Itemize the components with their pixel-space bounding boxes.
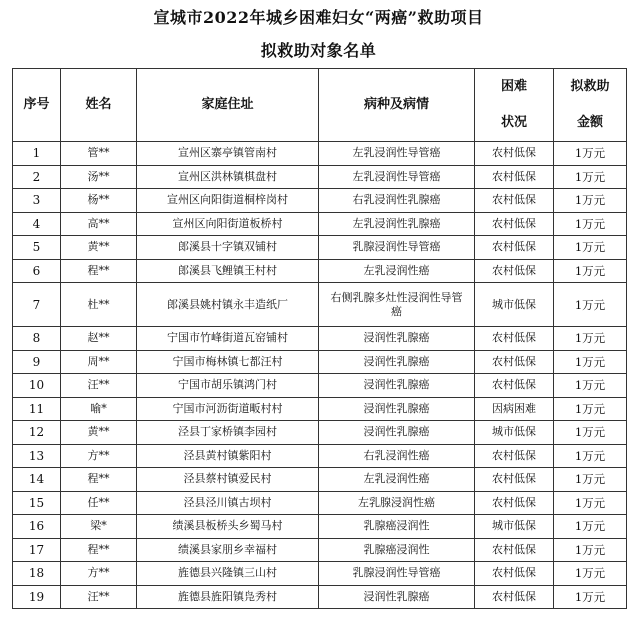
cell-address: 泾县泾川镇古坝村 xyxy=(137,491,319,515)
cell-disease: 右侧乳腺多灶性浸润性导管癌 xyxy=(319,283,475,327)
cell-name: 黄** xyxy=(61,421,137,445)
table-header-row xyxy=(13,69,627,142)
cell-amount: 1万元 xyxy=(554,491,627,515)
cell-status: 农村低保 xyxy=(475,538,554,562)
cell-amount: 1万元 xyxy=(554,212,627,236)
cell-address: 郎溪县十字镇双铺村 xyxy=(137,236,319,260)
cell-address: 泾县黄村镇紫阳村 xyxy=(137,444,319,468)
table-row xyxy=(13,538,627,562)
cell-status: 农村低保 xyxy=(475,350,554,374)
table-row xyxy=(13,444,627,468)
cell-amount: 1万元 xyxy=(554,236,627,260)
cell-status: 农村低保 xyxy=(475,444,554,468)
table-row xyxy=(13,327,627,351)
cell-name: 喻* xyxy=(61,397,137,421)
cell-address: 泾县丁家桥镇李园村 xyxy=(137,421,319,445)
table-row xyxy=(13,189,627,213)
table-row xyxy=(13,212,627,236)
cell-amount: 1万元 xyxy=(554,397,627,421)
cell-disease: 左乳浸润性癌 xyxy=(319,468,475,492)
cell-status: 农村低保 xyxy=(475,212,554,236)
table-row xyxy=(13,468,627,492)
header-status xyxy=(475,69,554,142)
cell-name: 杜** xyxy=(61,283,137,327)
cell-status: 农村低保 xyxy=(475,491,554,515)
header-seq: 序号 xyxy=(13,69,61,142)
cell-amount: 1万元 xyxy=(554,327,627,351)
cell-status: 城市低保 xyxy=(475,283,554,327)
cell-status: 农村低保 xyxy=(475,189,554,213)
cell-status: 农村低保 xyxy=(475,142,554,166)
cell-amount: 1万元 xyxy=(554,189,627,213)
cell-seq: 13 xyxy=(13,444,61,468)
cell-address: 宁国市河沥街道畈村村 xyxy=(137,397,319,421)
table-row xyxy=(13,350,627,374)
cell-seq: 1 xyxy=(13,142,61,166)
header-amount-line1: 拟救助 xyxy=(570,79,610,94)
cell-name: 汪** xyxy=(61,585,137,609)
header-amount-line2: 金额 xyxy=(576,115,603,130)
cell-name: 周** xyxy=(61,350,137,374)
cell-address: 旌德县旌阳镇凫秀村 xyxy=(137,585,319,609)
cell-disease: 右乳浸润性乳腺癌 xyxy=(319,189,475,213)
cell-amount: 1万元 xyxy=(554,468,627,492)
cell-disease: 浸润性乳腺癌 xyxy=(319,421,475,445)
table-row xyxy=(13,259,627,283)
cell-disease: 左乳浸润性导管癌 xyxy=(319,165,475,189)
cell-name: 赵** xyxy=(61,327,137,351)
cell-status: 城市低保 xyxy=(475,515,554,539)
cell-status: 因病困难 xyxy=(475,397,554,421)
table-row xyxy=(13,515,627,539)
cell-name: 高** xyxy=(61,212,137,236)
header-amount xyxy=(554,69,627,142)
cell-name: 任** xyxy=(61,491,137,515)
cell-name: 程** xyxy=(61,538,137,562)
cell-amount: 1万元 xyxy=(554,259,627,283)
table-row xyxy=(13,491,627,515)
cell-name: 程** xyxy=(61,259,137,283)
cell-disease: 左乳浸润性乳腺癌 xyxy=(319,212,475,236)
cell-status: 农村低保 xyxy=(475,585,554,609)
cell-name: 方** xyxy=(61,562,137,586)
table-row xyxy=(13,397,627,421)
cell-amount: 1万元 xyxy=(554,142,627,166)
cell-address: 郎溪县飞鲤镇王村村 xyxy=(137,259,319,283)
cell-disease: 右乳浸润性癌 xyxy=(319,444,475,468)
cell-seq: 9 xyxy=(13,350,61,374)
cell-address: 宁国市胡乐镇鸿门村 xyxy=(137,374,319,398)
cell-address: 宣州区寨亭镇管南村 xyxy=(137,142,319,166)
cell-amount: 1万元 xyxy=(554,283,627,327)
cell-address: 宣州区向阳街道板桥村 xyxy=(137,212,319,236)
cell-seq: 18 xyxy=(13,562,61,586)
cell-disease: 浸润性乳腺癌 xyxy=(319,397,475,421)
cell-name: 杨** xyxy=(61,189,137,213)
cell-disease: 左乳腺浸润性癌 xyxy=(319,491,475,515)
cell-amount: 1万元 xyxy=(554,374,627,398)
cell-seq: 2 xyxy=(13,165,61,189)
cell-status: 城市低保 xyxy=(475,421,554,445)
cell-address: 宁国市梅林镇七都汪村 xyxy=(137,350,319,374)
cell-seq: 16 xyxy=(13,515,61,539)
cell-address: 宣州区洪林镇棋盘村 xyxy=(137,165,319,189)
cell-seq: 11 xyxy=(13,397,61,421)
table-row xyxy=(13,142,627,166)
header-status-line1: 困难 xyxy=(500,79,527,94)
cell-seq: 19 xyxy=(13,585,61,609)
cell-amount: 1万元 xyxy=(554,165,627,189)
document-subtitle: 拟救助对象名单 xyxy=(260,41,377,60)
cell-status: 农村低保 xyxy=(475,468,554,492)
recipient-table xyxy=(12,68,627,609)
cell-seq: 4 xyxy=(13,212,61,236)
header-disease: 病种及病情 xyxy=(319,69,475,142)
cell-disease: 乳腺癌浸润性 xyxy=(319,538,475,562)
cell-name: 管** xyxy=(61,142,137,166)
cell-disease: 左乳浸润性癌 xyxy=(319,259,475,283)
cell-status: 农村低保 xyxy=(475,259,554,283)
cell-amount: 1万元 xyxy=(554,350,627,374)
cell-seq: 15 xyxy=(13,491,61,515)
cell-address: 郎溪县姚村镇永丰造纸厂 xyxy=(137,283,319,327)
cell-disease: 乳腺癌浸润性 xyxy=(319,515,475,539)
cell-amount: 1万元 xyxy=(554,538,627,562)
cell-name: 程** xyxy=(61,468,137,492)
cell-amount: 1万元 xyxy=(554,585,627,609)
cell-address: 旌德县兴隆镇三山村 xyxy=(137,562,319,586)
cell-seq: 10 xyxy=(13,374,61,398)
cell-name: 方** xyxy=(61,444,137,468)
table-row xyxy=(13,585,627,609)
cell-amount: 1万元 xyxy=(554,421,627,445)
cell-disease: 乳腺浸润性导管癌 xyxy=(319,562,475,586)
table-row xyxy=(13,562,627,586)
cell-status: 农村低保 xyxy=(475,562,554,586)
cell-status: 农村低保 xyxy=(475,165,554,189)
cell-name: 汤** xyxy=(61,165,137,189)
cell-seq: 5 xyxy=(13,236,61,260)
cell-status: 农村低保 xyxy=(475,327,554,351)
header-address: 家庭住址 xyxy=(137,69,319,142)
cell-amount: 1万元 xyxy=(554,562,627,586)
cell-seq: 7 xyxy=(13,283,61,327)
cell-address: 泾县蔡村镇爱民村 xyxy=(137,468,319,492)
cell-seq: 3 xyxy=(13,189,61,213)
cell-address: 绩溪县家朋乡幸福村 xyxy=(137,538,319,562)
cell-address: 宁国市竹峰街道瓦窑铺村 xyxy=(137,327,319,351)
cell-disease: 左乳浸润性导管癌 xyxy=(319,142,475,166)
cell-disease: 浸润性乳腺癌 xyxy=(319,374,475,398)
table-row xyxy=(13,421,627,445)
cell-name: 汪** xyxy=(61,374,137,398)
table-row xyxy=(13,283,627,327)
cell-amount: 1万元 xyxy=(554,444,627,468)
table-row xyxy=(13,374,627,398)
header-status-line2: 状况 xyxy=(500,115,527,130)
cell-seq: 12 xyxy=(13,421,61,445)
cell-name: 梁* xyxy=(61,515,137,539)
cell-name: 黄** xyxy=(61,236,137,260)
cell-status: 农村低保 xyxy=(475,374,554,398)
header-name: 姓名 xyxy=(61,69,137,142)
cell-amount: 1万元 xyxy=(554,515,627,539)
document-title: 宣城市2022年城乡困难妇女“两癌”救助项目 xyxy=(153,8,484,27)
cell-disease: 浸润性乳腺癌 xyxy=(319,327,475,351)
cell-disease: 乳腺浸润性导管癌 xyxy=(319,236,475,260)
table-row xyxy=(13,236,627,260)
cell-seq: 17 xyxy=(13,538,61,562)
cell-seq: 14 xyxy=(13,468,61,492)
cell-status: 农村低保 xyxy=(475,236,554,260)
cell-address: 宣州区向阳街道桐梓岗村 xyxy=(137,189,319,213)
cell-disease: 浸润性乳腺癌 xyxy=(319,585,475,609)
cell-seq: 6 xyxy=(13,259,61,283)
cell-disease: 浸润性乳腺癌 xyxy=(319,350,475,374)
cell-seq: 8 xyxy=(13,327,61,351)
table-row xyxy=(13,165,627,189)
cell-address: 绩溪县板桥头乡蜀马村 xyxy=(137,515,319,539)
